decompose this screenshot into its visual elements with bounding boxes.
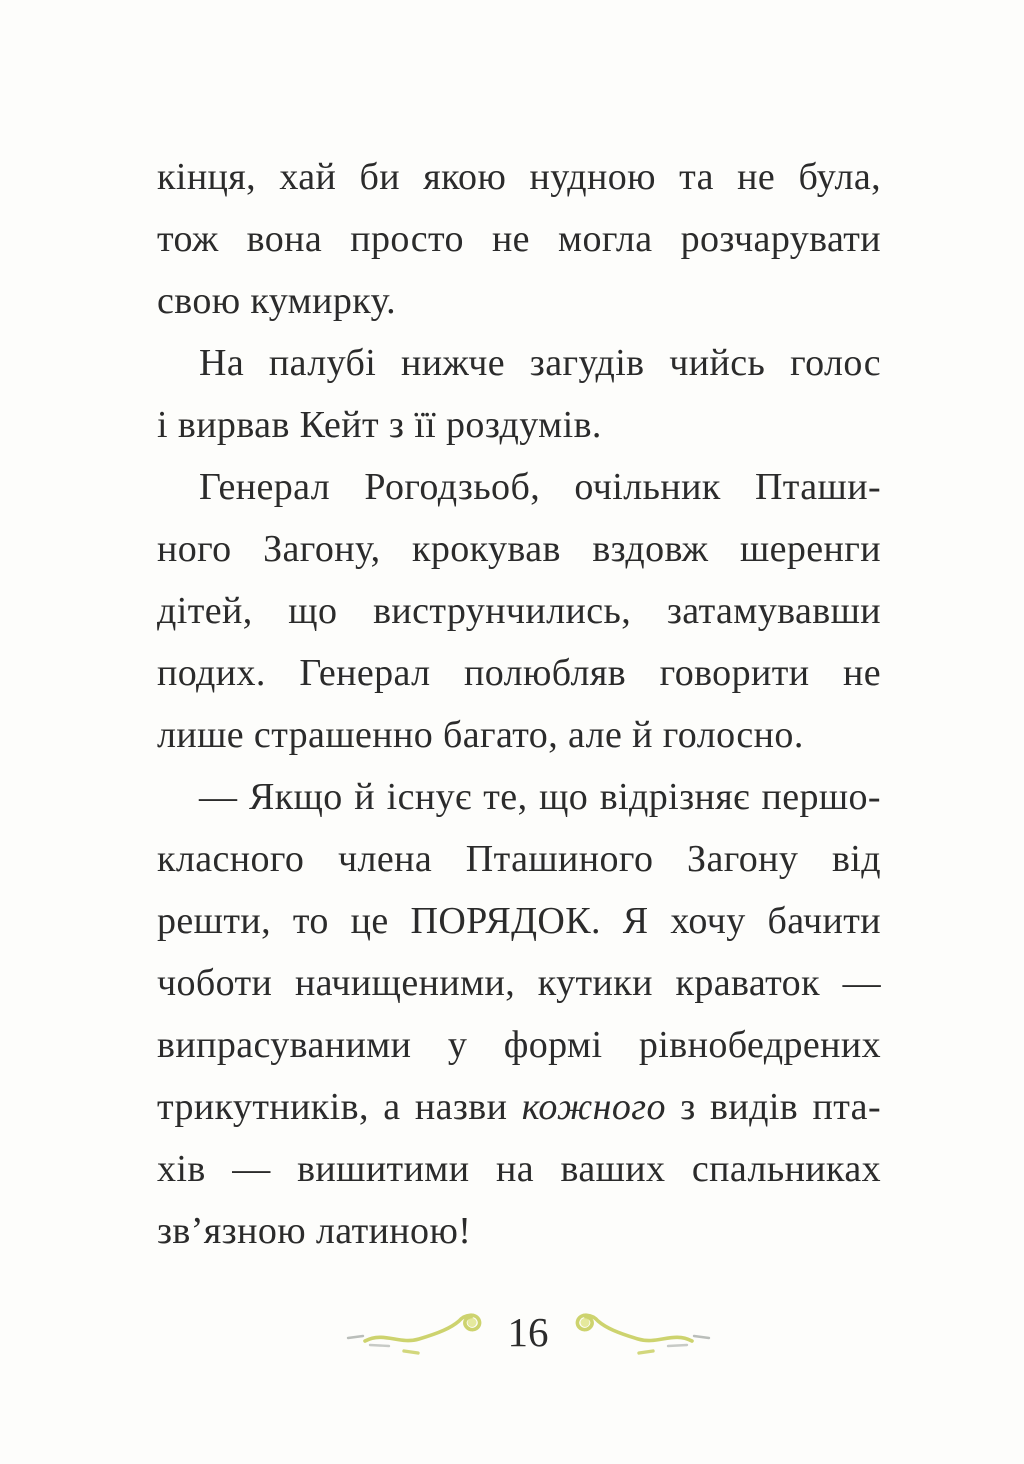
text-segment: свою кумирку. <box>157 280 397 322</box>
text-segment: На палубі нижче загудів чийсь голос <box>199 342 881 384</box>
text-segment: подих. Генерал полюбляв говорити не <box>157 652 881 694</box>
text-segment: чоботи начищеними, кутики краваток — <box>157 962 881 1004</box>
text-segment: — Якщо й існує те, що відрізняє першо- <box>199 776 881 818</box>
text-block <box>157 146 881 1262</box>
text-segment: решти, то це ПОРЯДОК. Я хочу бачити <box>157 900 881 942</box>
text-segment: лише страшенно багато, але й голосно. <box>157 714 804 756</box>
text-line <box>157 518 881 580</box>
text-segment: хів — вишитими на ваших спальниках <box>157 1148 881 1190</box>
text-segment: з видів пта- <box>665 1086 882 1128</box>
page-footer <box>16 1306 1024 1364</box>
text-line <box>157 332 881 394</box>
text-line <box>157 456 881 518</box>
text-line <box>157 580 881 642</box>
text-line <box>157 1200 881 1262</box>
flourish-right-icon <box>561 1306 713 1364</box>
text-segment: дітей, що виструнчились, затамувавши <box>157 590 881 632</box>
text-segment: трикутників, а назви <box>157 1086 522 1128</box>
text-line <box>157 1076 881 1138</box>
text-line <box>157 1138 881 1200</box>
text-segment: кінця, хай би якою нудною та не була, <box>157 156 881 198</box>
text-line <box>157 890 881 952</box>
text-segment: випрасуваними у формі рівнобедрених <box>157 1024 881 1066</box>
text-line <box>157 146 881 208</box>
text-line <box>157 208 881 270</box>
flourish-left-icon <box>344 1306 496 1364</box>
text-segment: тож вона просто не могла розчарувати <box>157 218 881 260</box>
text-segment: зв’язною латиною! <box>157 1210 472 1252</box>
text-line <box>157 394 881 456</box>
text-line <box>157 642 881 704</box>
text-segment: і вирвав Кейт з її роздумів. <box>157 404 602 446</box>
text-line <box>157 828 881 890</box>
text-segment: класного члена Пташиного Загону від <box>157 838 881 880</box>
text-line <box>157 1014 881 1076</box>
text-segment: Генерал Рогодзьоб, очільник Пташи- <box>199 466 881 508</box>
text-line <box>157 704 881 766</box>
text-line <box>157 270 881 332</box>
text-segment: ного Загону, крокував вздовж шеренги <box>157 528 881 570</box>
text-line <box>157 952 881 1014</box>
text-segment-italic: кожного <box>521 1086 666 1128</box>
page-number: 16 <box>507 1308 549 1355</box>
text-line <box>157 766 881 828</box>
